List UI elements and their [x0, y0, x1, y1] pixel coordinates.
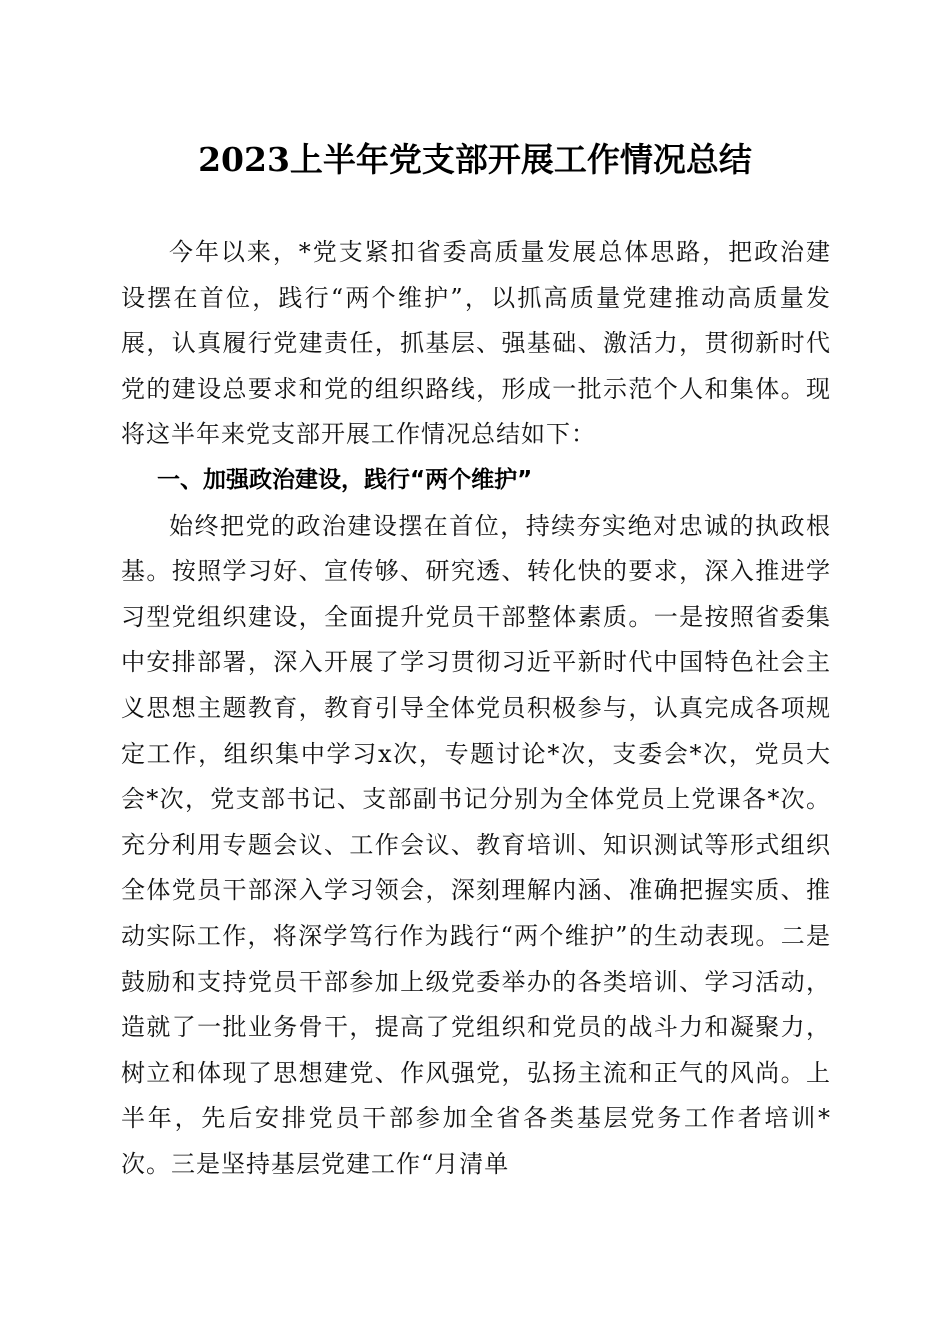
section-paragraph-1: 始终把党的政治建设摆在首位，持续夯实绝对忠诚的执政根基。按照学习好、宣传够、研究透、转化快的要求，深入推进学习型党组织建设，全面提升党员干部整体素质。一是按照省委集中安排部署，深入开展了学习贯彻习近平新时代中国特色社会主义思想主题教育，教育引导全体党员积极参与，认真完成各项规定工作，组织集中学习x次，专题讨论*次，支委会*次，党员大会*次，党支部书记、支部副书记分别为全体党员上党课各*次。充分利用专题会议、工作会议、教育培训、知识测试等形式组织全体党员干部深入学习领会，深刻理解内涵、准确把握实质、推动实际工作，将深学笃行作为践行“两个维护”的生动表现。二是鼓励和支持党员干部参加上级党委举办的各类培训、学习活动，造就了一批业务骨干，提高了党组织和党员的战斗力和凝聚力，树立和体现了思想建党、作风强党，弘扬主流和正气的风尚。上半年，先后安排党员干部参加全省各类基层党务工作者培训*次。三是坚持基层党建工作“月清单: [121, 511, 831, 1178]
section-heading-1: 一、加强政治建设，践行“两个维护”: [157, 466, 533, 493]
document-body: [121, 230, 831, 1187]
document-title: 2023上半年党支部开展工作情况总结: [198, 140, 752, 179]
intro-paragraph: 今年以来，*党支紧扣省委高质量发展总体思路，把政治建设摆在首位，践行“两个维护”，以抓高质量党建推动高质量发展，认真履行党建责任，抓基层、强基础、激活力，贯彻新时代党的建设总要求和党的组织路线，形成一批示范个人和集体。现将这半年来党支部开展工作情况总结如下：: [121, 238, 831, 449]
